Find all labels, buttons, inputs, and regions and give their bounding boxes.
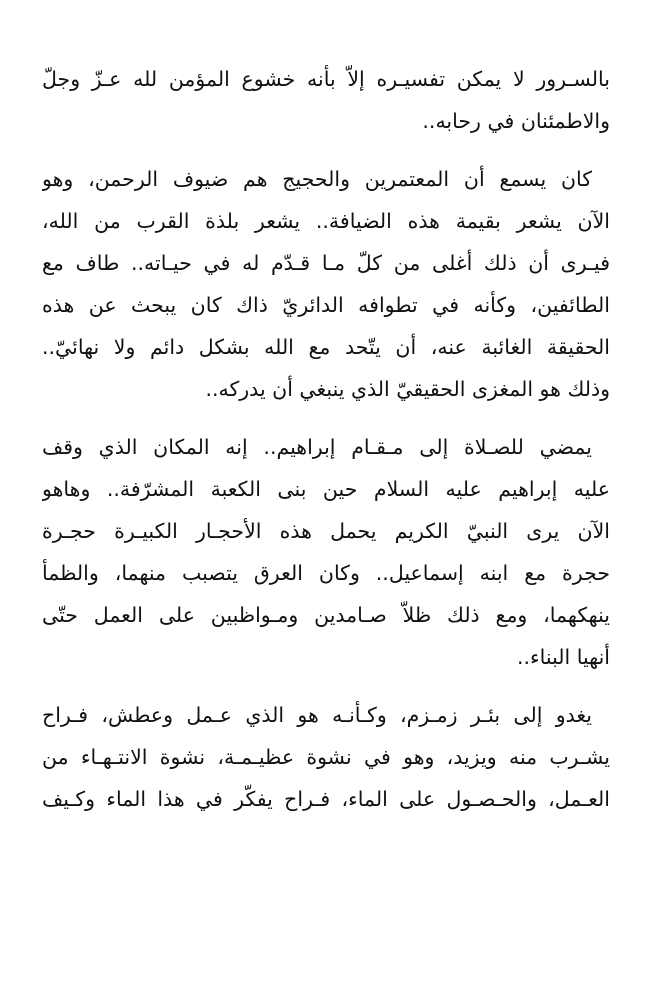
text-line: والاطمئنان في رحابه.. — [422, 109, 610, 133]
text-line: الآن يشعر بقيمة هذه الضيافة.. يشعر بلذة القرب من الله، — [42, 209, 610, 233]
text-line: فيـرى أن ذلك أغلى من كلّ مـا قـدّم له في حيـاته.. طاف مع — [42, 251, 610, 275]
text-line: حجرة مع ابنه إسماعيل.. وكان العرق يتصبب منهما، والظمأ — [42, 561, 610, 585]
paragraph-3 — [42, 426, 610, 678]
text-line: الآن يرى النبيّ الكريم يحمل هذه الأحجـار الكبيـرة حجـرة — [42, 519, 610, 543]
text-line: وذلك هو المغزى الحقيقيّ الذي ينبغي أن يدركه.. — [205, 377, 610, 401]
text-line: يشـرب منه ويزيد، وهو في نشوة عظيـمـة، نشوة الانتـهـاء من — [42, 745, 610, 769]
text-line: الحقيقة الغائبة عنه، أن يتّحد مع الله بشكل دائم ولا نهائيّ.. — [42, 335, 610, 359]
text-line: يمضي للصـلاة إلى مـقـام إبراهيم.. إنه المكان الذي وقف — [42, 435, 592, 459]
document-page — [42, 58, 610, 836]
text-line: يغدو إلى بئـر زمـزم، وكـأنـه هو الذي عـمل وعطش، فـراح — [42, 703, 592, 727]
text-line: الطائفين، وكأنه في تطوافه الدائريّ ذاك كان يبحث عن هذه — [42, 293, 610, 317]
text-line: كان يسمع أن المعتمرين والحجيج هم ضيوف الرحمن، وهو — [42, 167, 592, 191]
paragraph-4 — [42, 694, 610, 820]
text-line: بالسـرور لا يمكن تفسيـره إلاّ بأنه خشوع المؤمن لله عـزّ وجلّ — [42, 67, 610, 91]
paragraph-1 — [42, 58, 610, 142]
text-line: عليه إبراهيم عليه السلام حين بنى الكعبة المشرّفة.. وهاهو — [42, 477, 610, 501]
text-line: أنهيا البناء.. — [516, 645, 610, 669]
text-line: العـمل، والحـصـول على الماء، فـراح يفكّر في هذا الماء وكـيف — [42, 787, 610, 811]
paragraph-2 — [42, 158, 610, 410]
text-line: ينهكهما، ومع ذلك ظلاّ صـامدين ومـواظبين على العمل حتّى — [42, 603, 610, 627]
